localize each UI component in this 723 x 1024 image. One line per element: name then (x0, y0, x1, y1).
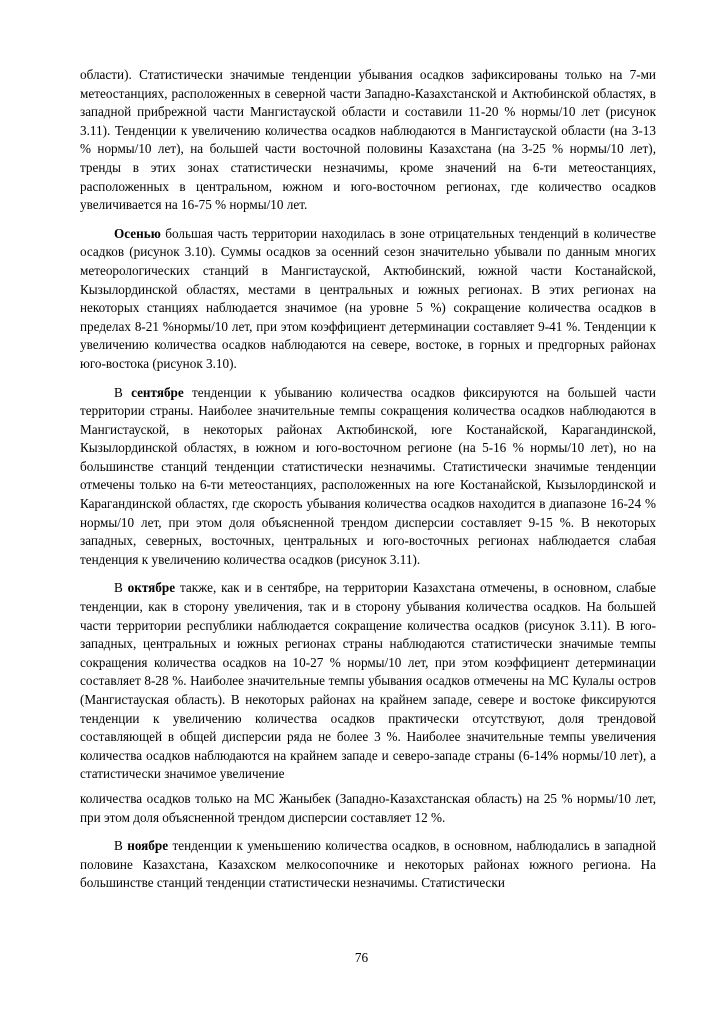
paragraph-text: области). Статистически значимые тенденции убывания осадков зафиксированы только на 7-ми метеостанциях, расположенных в северной части Западно-Казахстанской и Актюбинской областях, в западной прибрежной части Мангистауской области и составили 11-20 % нормы/10 лет (рисунок 3.11). Тенденции к увеличению количества осадков наблюдаются в Мангистауской области (на 3-13 % нормы/10 лет), на большей части восточной половины Казахстана (на 3-25 % нормы/10 лет), тренды в этих зонах статистически незначимы, кроме значений на 6-ти метеостанциях, расположенных в центральном, южном и юго-восточном регионах, где количество осадков увеличивается на 16-75 % нормы/10 лет. (80, 67, 656, 213)
paragraph-lead: В (114, 384, 132, 400)
paragraph-november (80, 837, 656, 893)
document-page (80, 66, 656, 903)
page-number: 76 (354, 950, 369, 965)
season-term-autumn: Осенью (114, 225, 161, 241)
paragraph-lead: В (114, 838, 128, 854)
paragraph-september (80, 384, 656, 570)
paragraph-autumn (80, 225, 656, 374)
paragraph-october-continuation (80, 790, 656, 827)
month-term-september: сентябре (131, 384, 184, 400)
paragraph-text: тенденции к убыванию количества осадков фиксируются на большей части территории страны. Наиболее значительные темпы сокращения количества осадков наблюдаются в Мангистауской, в некоторых районах Актюбинской, юге Костанайской, Карагандинской, Кызылординской областях, в южном и юго-восточном регионе (на 5-16 % нормы/10 лет), но на большинстве станций тенденции статистически незначимы. Статистически значимые тенденции отмечены только на 6-ти метеостанциях, расположенных на юге Костанайской, Кызылординской и Карагандинской областях, где скорость убывания количества осадков находится в диапазоне 16-24 % нормы/10 лет, при этом доля объясненной трендом дисперсии составляет 9-15 %. В некоторых западных, северных, восточных, центральных и юго-восточных регионах наблюдается слабая тенденция к увеличению количества осадков (рисунок 3.11). (80, 384, 656, 567)
paragraph-text: также, как и в сентябре, на территории Казахстана отмечены, в основном, слабые тенденции, как в сторону увеличения, так и в сторону убывания количества осадков. На большей части территории республики наблюдается сокращение количества осадков (рисунок 3.11). В юго-западных, центральных и южных регионах страны наблюдаются статистически значимые темпы сокращения количества осадков на 10-27 % нормы/10 лет, при этом коэффициент детерминации составляет 8-28 %. Наиболее значительные темпы убывания осадков отмечены на МС Кулалы остров (Мангистауская область). В некоторых районах на крайнем западе, севере и востоке фиксируются тенденции к увеличению количества осадков практически отсутствуют, доля трендовой составляющей в общей дисперсии ряда не более 3 %. Наиболее значительные темпы увеличения количества осадков наблюдаются на крайнем западе и северо-западе страны (6-14% нормы/10 лет), а статистически значимое увеличение (80, 580, 656, 782)
paragraph-text: тенденции к уменьшению количества осадков, в основном, наблюдались в западной половине Казахстана, Казахском мелкосопочнике и некоторых районах южного региона. На большинстве станций тенденции статистически незначимы. Статистически (80, 838, 656, 891)
paragraph-summer-continuation (80, 66, 656, 215)
month-term-october: октябре (127, 580, 176, 596)
paragraph-lead: В (114, 580, 128, 596)
paragraph-october (80, 579, 656, 784)
paragraph-text: большая часть территории находилась в зоне отрицательных тенденций в количестве осадков (рисунок 3.10). Суммы осадков за осенний сезон значительно убывали по данным многих метеорологических станций в Мангистауской, Актюбинский, южной части Костанайской, Кызылординской областях, местами в центральных и южных регионах. В этих регионах на некоторых станциях наблюдается значимое (на уровне 5 %) сокращение количества осадков в пределах 8-21 %нормы/10 лет, при этом коэффициент детерминации составляет 9-41 %. Тенденции к увеличению количества осадков наблюдаются на севере, востоке, в горных и предгорных районах юго-востока (рисунок 3.10). (80, 225, 656, 371)
month-term-november: ноябре (127, 838, 169, 854)
paragraph-text: количества осадков только на МС Жаныбек (Западно-Казахстанская область) на 25 % нормы/10 лет, при этом доля объясненной трендом дисперсии составляет 12 %. (80, 790, 656, 825)
